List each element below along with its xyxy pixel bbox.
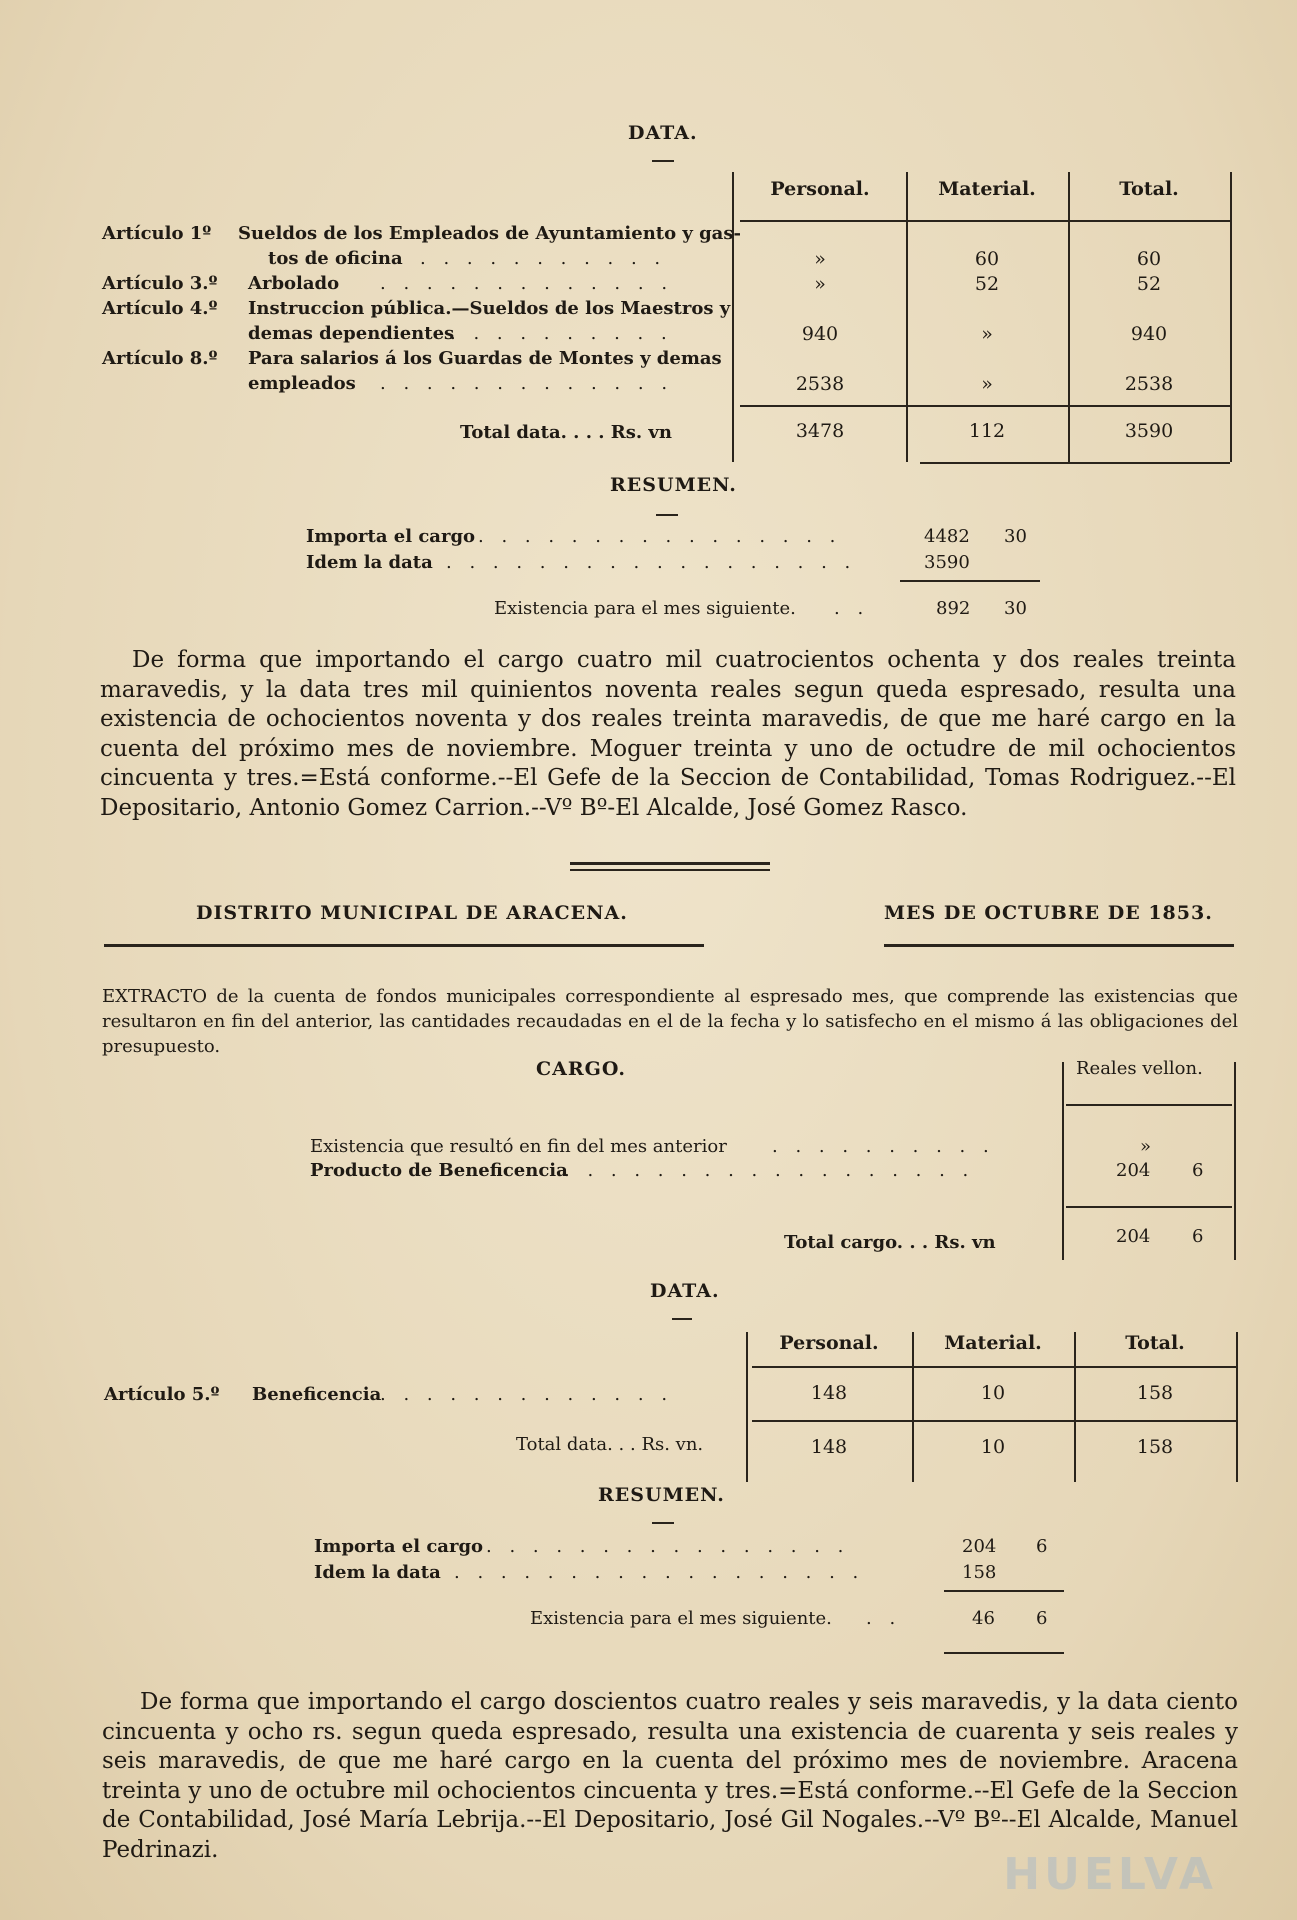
table1-vline-3 [1068, 172, 1070, 462]
reales-vline-right [1234, 1062, 1236, 1260]
table2-row-rule [752, 1420, 1236, 1422]
row-description: Para salarios á los Guardas de Montes y demas [248, 348, 722, 369]
resumen-exist-rs: 892 [936, 598, 971, 619]
leader-dots: . . . . . . . . . . . . . [380, 373, 674, 394]
extract-paragraph [102, 984, 1238, 1059]
table2-vline-1 [746, 1332, 748, 1482]
district-rule [104, 944, 704, 947]
leader-dots: . . . . . . . . . . . . . [380, 273, 674, 294]
article-label: Artículo 3.º [102, 273, 218, 294]
table1-total-rule [740, 405, 1230, 407]
heading-rule [656, 514, 678, 516]
closing-paragraph-2 [102, 1688, 1238, 1865]
resumen-data-rs: 158 [962, 1562, 997, 1583]
leader-dots: . . [866, 1608, 902, 1629]
leader-dots: . . . . . . . . . . . . . . . . . . [454, 1562, 865, 1583]
resumen-cargo-label: Importa el cargo [306, 526, 476, 547]
row-description: empleados [248, 373, 356, 394]
resumen-exist-label: Existencia para el mes siguiente. [494, 598, 796, 619]
leader-dots: . . . . . . . . . . . . . . . . . . [564, 1160, 975, 1181]
total-data-label: Total data. . . . Rs. vn [460, 422, 672, 443]
total-cargo-mrs: 6 [1192, 1226, 1204, 1247]
cell-personal: 148 [810, 1382, 848, 1404]
resumen-exist-mrs: 6 [1036, 1608, 1048, 1629]
table1-header-rule [740, 220, 1230, 222]
cell-material: » [981, 323, 993, 345]
cell-personal: » [814, 248, 826, 270]
sum-rule [944, 1652, 1064, 1654]
closing-paragraph-1 [100, 646, 1236, 823]
column-personal: Personal. [770, 178, 870, 200]
table2-vline-3 [1074, 1332, 1076, 1482]
article-label: Artículo 5.º [104, 1384, 220, 1405]
leader-dots: . . . . . . . . . . . . . . . . [478, 526, 842, 547]
column-personal: Personal. [779, 1332, 879, 1354]
resumen-exist-rs: 46 [972, 1608, 995, 1629]
sum-rule [944, 1590, 1064, 1592]
archive-watermark: HUELVA [1003, 1849, 1217, 1900]
cell-total: 940 [1130, 323, 1168, 345]
heading-rule [652, 1522, 674, 1524]
reales-vline-left [1062, 1062, 1064, 1260]
closing-paragraph-text: De forma que importando el cargo cuatro mil cuatrocientos ochenta y dos reales treinta maravedis, y la data tres mil quinientos noventa reales segun queda espresado, resulta una existencia de ochocientos noventa y dos reales treinta maravedis, de que me haré cargo en la cuenta del próximo mes de noviembre. Moguer treinta y uno de octudre de mil ochocientos cincuenta y tres.=Está conforme.--El Gefe de la Seccion de Contabilidad, Tomas Rodriguez.--El Depositario, Antonio Gomez Carrion.--Vº Bº-El Alcalde, José Gomez Rasco. [100, 647, 1236, 821]
cell-material: 52 [974, 273, 1000, 295]
month-rule [884, 944, 1234, 947]
leader-dots: . . [834, 598, 870, 619]
row-description: tos de oficina [268, 248, 403, 269]
total-total: 158 [1136, 1436, 1174, 1458]
total-personal: 148 [810, 1436, 848, 1458]
cargo-row-mrs: 6 [1192, 1160, 1204, 1181]
data-heading-2: DATA. [650, 1280, 720, 1302]
leader-dots: . . . . . . . . . . [772, 1136, 995, 1157]
resumen-cargo-mrs: 6 [1036, 1536, 1048, 1557]
cell-total: 60 [1136, 248, 1162, 270]
total-material: 10 [980, 1436, 1006, 1458]
resumen-data-label: Idem la data [314, 1562, 441, 1583]
leader-dots: . . . . . . . . . . . . . . . . . . [446, 552, 857, 573]
article-label: Artículo 4.º [102, 298, 218, 319]
section-separator [570, 869, 770, 871]
article-label: Artículo 1º [102, 223, 212, 244]
row-description: Beneficencia [252, 1384, 382, 1405]
reales-header: Reales vellon. [1076, 1058, 1203, 1079]
leader-dots: . . . . . . . . . . [450, 323, 673, 344]
cargo-row-label: Existencia que resultó en fin del mes anterior [310, 1136, 727, 1157]
cargo-row-rs: 204 [1116, 1160, 1151, 1181]
cell-material: 60 [974, 248, 1000, 270]
cell-total: 2538 [1124, 373, 1174, 395]
table1-vline-4 [1230, 172, 1232, 462]
cargo-sum-rule [1066, 1206, 1232, 1208]
resumen-cargo-label: Importa el cargo [314, 1536, 484, 1557]
total-data-label: Total data. . . Rs. vn. [516, 1434, 704, 1455]
total-personal: 3478 [795, 420, 845, 442]
cell-personal: » [814, 273, 826, 295]
table1-bottom-rule [920, 462, 1230, 464]
resumen-cargo-mrs: 30 [1004, 526, 1027, 547]
section-separator [570, 862, 770, 865]
cell-total: 158 [1136, 1382, 1174, 1404]
total-total: 3590 [1124, 420, 1174, 442]
table1-vline-1 [732, 172, 734, 462]
total-cargo-label: Total cargo. . . Rs. vn [784, 1232, 996, 1253]
table2-header-rule [752, 1366, 1236, 1368]
column-material: Material. [944, 1332, 1042, 1354]
extract-text: EXTRACTO de la cuenta de fondos municipales correspondiente al espresado mes, que comprende las existencias que resultaron en fin del anterior, las cantidades recaudadas en el de la fecha y lo satisfecho en el mismo á las obligaciones del presupuesto. [102, 986, 1238, 1057]
row-description: Instruccion pública.—Sueldos de los Maestros y [248, 298, 731, 319]
sum-rule [900, 580, 1040, 582]
row-description: Arbolado [248, 273, 340, 294]
row-description: Sueldos de los Empleados de Ayuntamiento y gas- [238, 223, 741, 244]
resumen-cargo-rs: 204 [962, 1536, 997, 1557]
article-label: Artículo 8.º [102, 348, 218, 369]
total-material: 112 [968, 420, 1006, 442]
resumen-data-rs: 3590 [924, 552, 970, 573]
column-material: Material. [938, 178, 1036, 200]
resumen-cargo-rs: 4482 [924, 526, 970, 547]
cargo-row-rs: » [1140, 1136, 1152, 1157]
cell-material: 10 [980, 1382, 1006, 1404]
table2-vline-2 [912, 1332, 914, 1482]
district-title: DISTRITO MUNICIPAL DE ARACENA. [196, 902, 628, 924]
cargo-heading: CARGO. [536, 1058, 626, 1080]
resumen-heading-2: RESUMEN. [598, 1484, 725, 1506]
resumen-exist-mrs: 30 [1004, 598, 1027, 619]
leader-dots: . . . . . . . . . . . . . . . . [486, 1536, 850, 1557]
row-description: demas dependientes [248, 323, 455, 344]
cell-material: » [981, 373, 993, 395]
heading-rule [672, 1318, 692, 1320]
cargo-row-label: Producto de Beneficencia [310, 1160, 568, 1181]
cell-personal: 940 [801, 323, 839, 345]
table1-vline-2 [906, 172, 908, 462]
cell-personal: 2538 [795, 373, 845, 395]
closing-paragraph-text: De forma que importando el cargo doscientos cuatro reales y seis maravedis, y la data ciento cincuenta y ocho rs. segun queda espresado, resulta una existencia de cuarenta y seis reales y seis maravedis, de que me haré cargo en la cuenta del próximo mes de noviembre. Aracena treinta y uno de octubre mil ochocientos cincuenta y tres.=Está conforme.--El Gefe de la Seccion de Contabilidad, José María Lebrija.--El Depositario, José Gil Nogales.--Vº Bº--El Alcalde, Manuel Pedrinazi. [102, 1689, 1238, 1863]
heading-rule [652, 160, 674, 162]
resumen-heading-1: RESUMEN. [610, 474, 737, 496]
reales-header-rule [1066, 1104, 1232, 1106]
cell-total: 52 [1136, 273, 1162, 295]
month-title: MES DE OCTUBRE DE 1853. [884, 902, 1213, 924]
table2-vline-4 [1236, 1332, 1238, 1482]
resumen-data-label: Idem la data [306, 552, 433, 573]
resumen-exist-label: Existencia para el mes siguiente. [530, 1608, 832, 1629]
data-heading-1: DATA. [628, 122, 698, 144]
column-total: Total. [1125, 1332, 1185, 1354]
total-cargo-rs: 204 [1116, 1226, 1151, 1247]
column-total: Total. [1119, 178, 1179, 200]
leader-dots: . . . . . . . . . . . [420, 248, 667, 269]
leader-dots: . . . . . . . . . . . . . [380, 1384, 674, 1405]
